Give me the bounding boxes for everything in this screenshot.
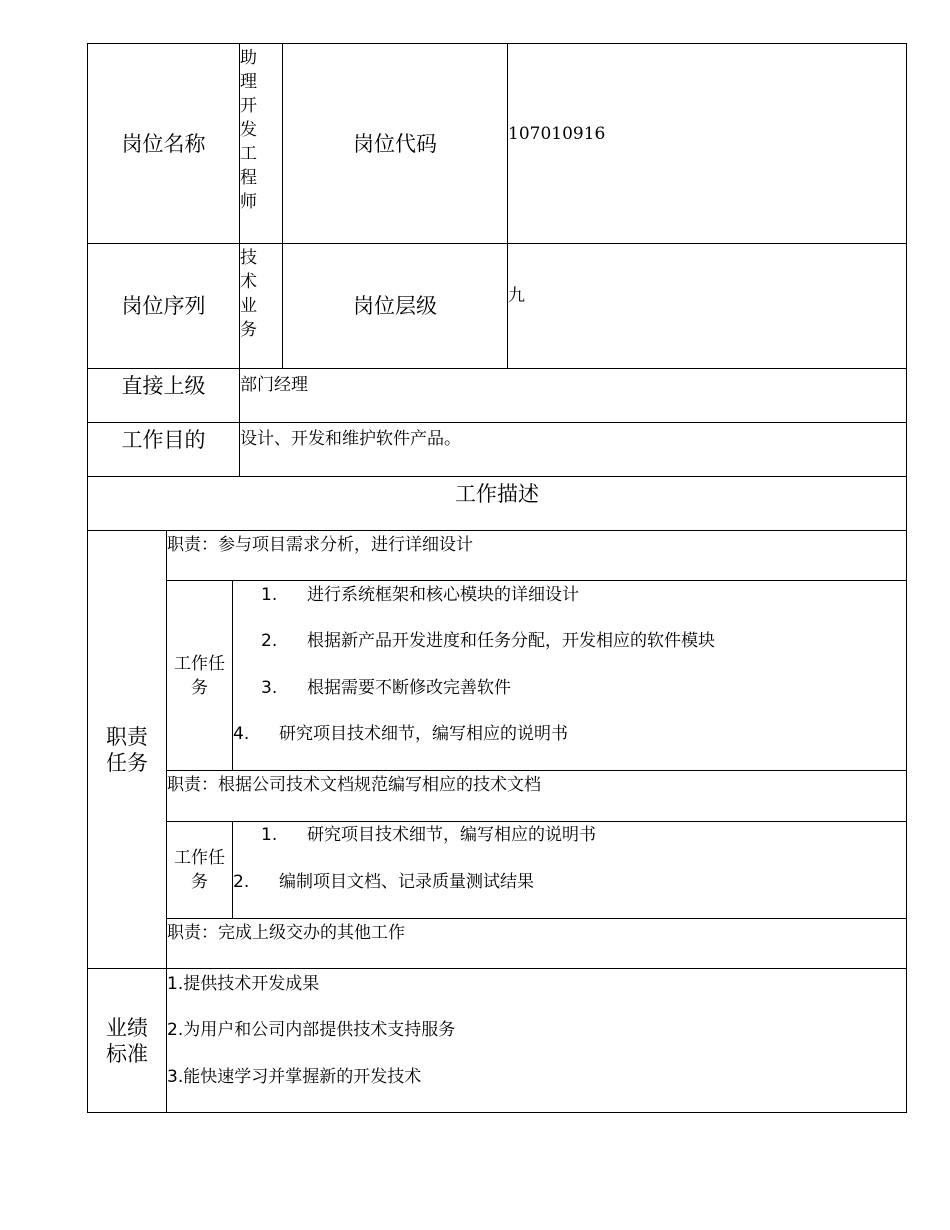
post-series-value-cell <box>239 243 283 369</box>
duty-1-cell <box>166 530 907 581</box>
post-code-label: 岗位代码 <box>353 131 437 156</box>
description-title-cell <box>87 476 907 531</box>
task-text: 进行系统框架和核心模块的详细设计 <box>307 585 579 605</box>
performance-items-cell <box>166 968 907 1113</box>
task-text: 研究项目技术细节，编写相应的说明书 <box>307 825 596 845</box>
post-level-label: 岗位层级 <box>353 294 437 318</box>
duty-1-tasks-cell <box>232 580 907 771</box>
post-series-value: 技术业务 <box>240 248 257 340</box>
duty-3-cell <box>166 918 907 969</box>
task-item <box>261 676 511 700</box>
job-description-table <box>88 44 907 1114</box>
purpose-label-cell <box>87 422 240 477</box>
task-number: 3. <box>261 678 278 698</box>
duty-2-tasks-cell <box>232 821 907 919</box>
task-number: 2. <box>233 872 250 892</box>
post-level-value-cell <box>507 243 907 369</box>
superior-label: 直接上级 <box>121 374 206 398</box>
task-number: 1. <box>261 585 278 605</box>
duty-2-cell <box>166 770 907 822</box>
post-name-label: 岗位名称 <box>121 131 206 156</box>
post-series-label: 岗位序列 <box>121 294 206 318</box>
post-code-label-cell <box>282 43 508 244</box>
task-item <box>233 722 568 746</box>
task-number: 2. <box>261 631 278 651</box>
post-level-label-cell <box>282 243 508 369</box>
task-text: 研究项目技术细节，编写相应的说明书 <box>279 724 568 744</box>
task-text: 编制项目文档、记录质量测试结果 <box>279 872 534 892</box>
performance-item: 1.提供技术开发成果 <box>167 974 320 994</box>
task-item <box>261 629 715 653</box>
duty-1-text: 职责：参与项目需求分析，进行详细设计 <box>167 535 473 555</box>
post-code-value: 107010916 <box>508 124 606 144</box>
task-text: 根据需要不断修改完善软件 <box>307 678 511 698</box>
duty-2-text: 职责：根据公司技术文档规范编写相应的技术文档 <box>167 775 541 795</box>
duties-section-label: 职责任务 <box>106 724 148 775</box>
purpose-value: 设计、开发和维护软件产品。 <box>240 429 461 449</box>
performance-label-cell <box>87 968 167 1113</box>
duty-3-text: 职责：完成上级交办的其他工作 <box>167 923 405 943</box>
post-level-value: 九 <box>508 286 525 306</box>
task-item <box>261 583 579 607</box>
purpose-label: 工作目的 <box>121 428 206 452</box>
task-item <box>261 823 596 847</box>
performance-label: 业绩标准 <box>106 1015 148 1066</box>
post-code-value-cell <box>507 43 907 244</box>
superior-value-cell <box>239 368 907 423</box>
post-series-label-cell <box>87 243 240 369</box>
duties-section-label-cell <box>87 530 167 969</box>
task-number: 4. <box>233 724 250 744</box>
superior-value: 部门经理 <box>240 375 308 395</box>
duty-1-task-label-cell <box>166 580 233 771</box>
post-name-value: 助理开发工程师 <box>240 48 257 212</box>
performance-item: 3.能快速学习并掌握新的开发技术 <box>167 1067 422 1087</box>
task-number: 1. <box>261 825 278 845</box>
task-item <box>233 870 534 894</box>
task-text: 根据新产品开发进度和任务分配，开发相应的软件模块 <box>307 631 715 651</box>
post-name-label-cell <box>87 43 240 244</box>
duty-1-task-label: 工作任务 <box>174 653 225 698</box>
duty-2-task-label-cell <box>166 821 233 919</box>
post-name-value-cell <box>239 43 283 244</box>
purpose-value-cell <box>239 422 907 477</box>
duty-2-task-label: 工作任务 <box>174 848 225 892</box>
superior-label-cell <box>87 368 240 423</box>
description-title: 工作描述 <box>455 482 539 506</box>
performance-item: 2.为用户和公司内部提供技术支持服务 <box>167 1020 456 1040</box>
